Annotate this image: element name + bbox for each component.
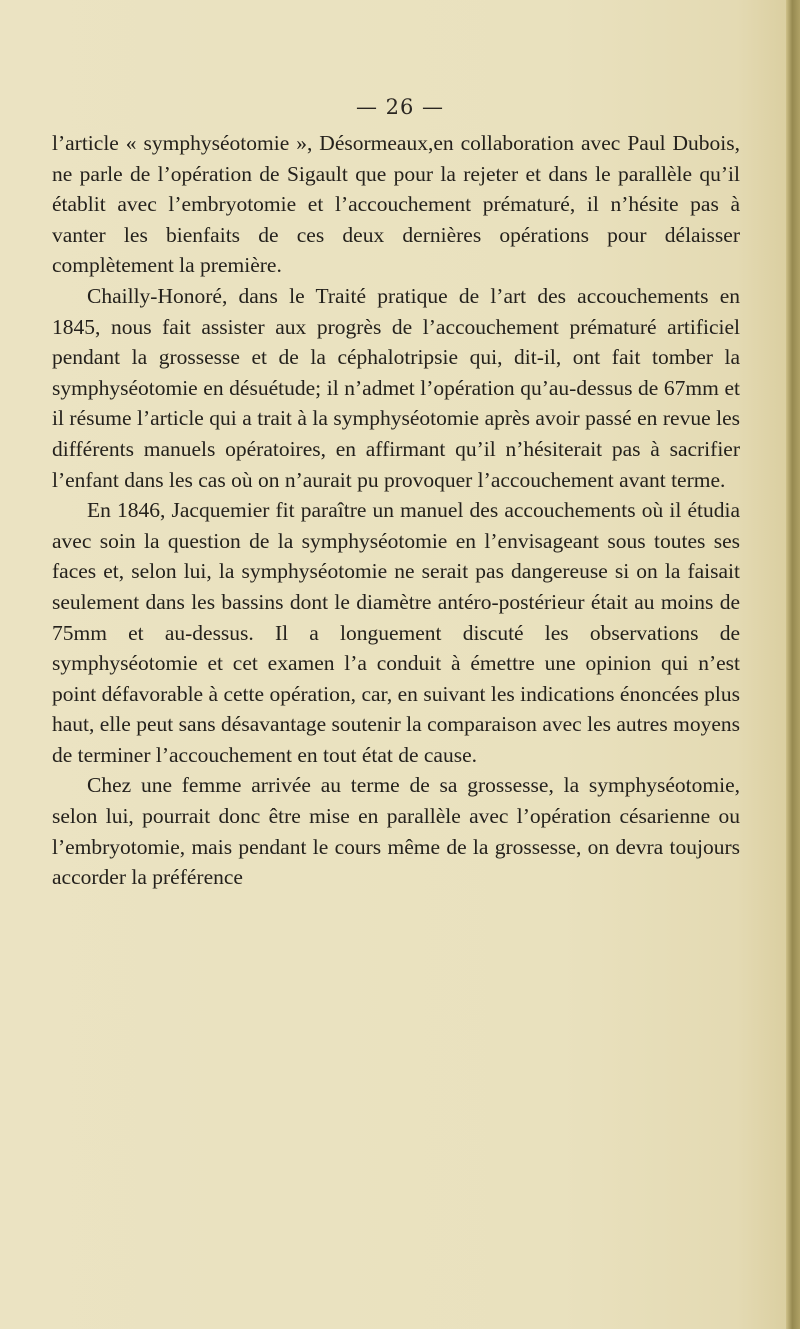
paragraph-4: Chez une femme arrivée au terme de sa grossesse, la symphyséotomie, selon lui, pourrait donc être mise en parallèle avec l’opération césarienne ou l’embryotomie, mais pendant le cours même de la grossesse, on devra toujours accorder la préférence — [52, 773, 740, 890]
paragraph-2: Chailly-Honoré, dans le Traité pratique de l’art des accouchements en 1845, nous fait assister aux progrès de l’accouchement prématuré artificiel pendant la grossesse et de la céphalotripsie qui, dit-il, ont fait tomber la symphyséotomie en désuétude; il n’admet l’opération qu’au-dessus de 67mm et il résume l’article qui a trait à la symphyséotomie après avoir passé en revue les différents manuels opératoires, en affirmant qu’il n’hésiterait pas à sacrifier l’enfant dans les cas où on n’aurait pu provoquer l’accouchement avant terme. — [52, 283, 740, 492]
page-binding-edge — [786, 0, 800, 1329]
body-text — [52, 128, 740, 893]
page-number: — 26 — — [355, 95, 445, 119]
paragraph-3: En 1846, Jacquemier fit paraître un manuel des accouchements où il étudia avec soin la question de la symphyséotomie en l’envisageant sous toutes ses faces et, selon lui, la symphyséotomie ne serait pas dangereuse si on la faisait seulement dans les bassins dont le diamètre antéro-postérieur était au moins de 75mm et au-dessus. Il a longuement discuté les observations de symphyséotomie et cet examen l’a conduit à émettre une opinion qui n’est point défavorable à cette opération, car, en suivant les indications énoncées plus haut, elle peut sans désavantage soutenir la comparaison avec les autres moyens de terminer l’accouchement en tout état de cause. — [52, 498, 740, 767]
paragraph-1: l’article « symphyséotomie », Désormeaux,en collaboration avec Paul Dubois, ne parle de l’opération de Sigault que pour la rejeter et dans le parallèle qu’il établit avec l’embryotomie et l’accouchement prématuré, il n’hésite pas à vanter les bienfaits de ces deux dernières opérations pour délaisser complètement la première. — [52, 131, 740, 278]
